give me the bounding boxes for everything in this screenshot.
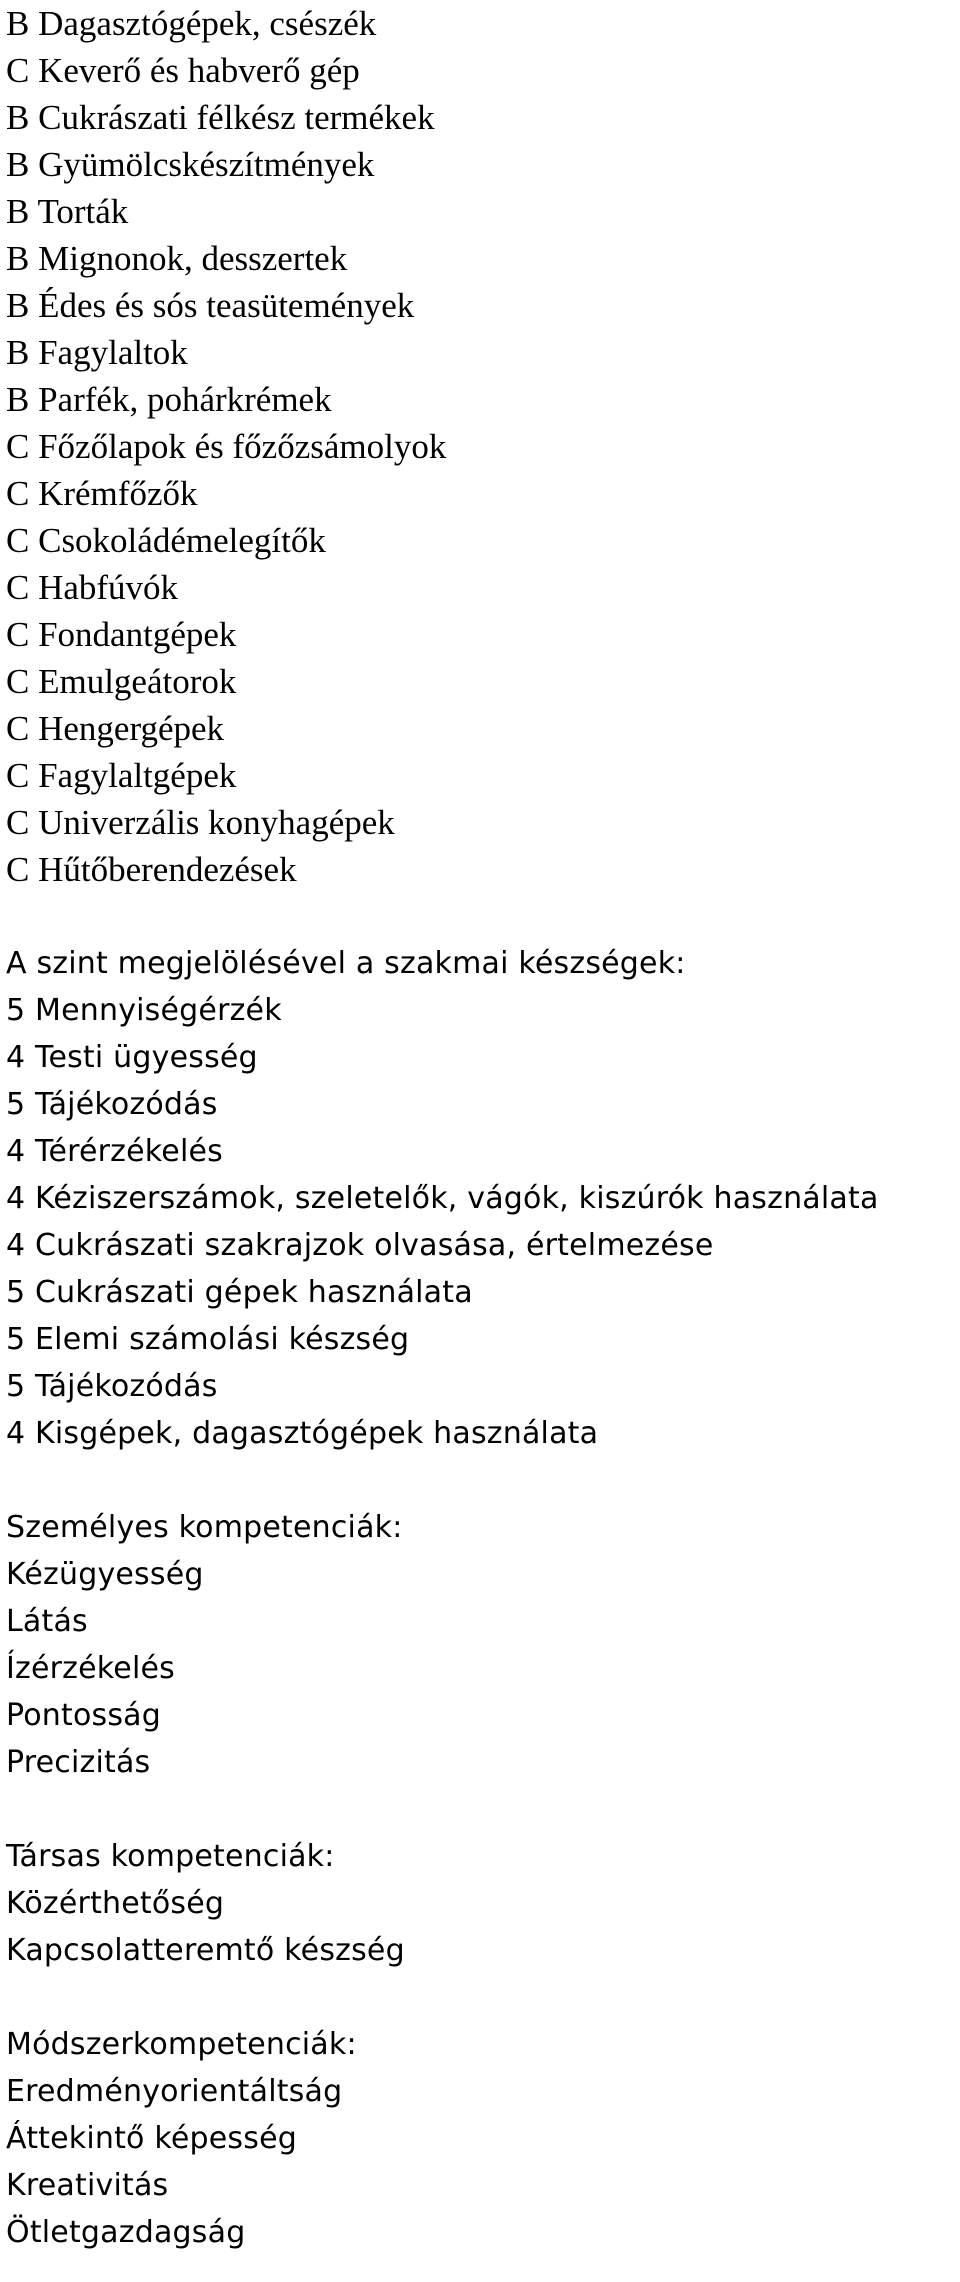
- personal-item: Precizitás: [6, 1745, 151, 1780]
- equipment-item: C Fagylaltgépek: [6, 756, 237, 795]
- equipment-item: C Fondantgépek: [6, 615, 237, 654]
- personal-item: Kézügyesség: [6, 1557, 204, 1592]
- skill-item: 5 Tájékozódás: [6, 1369, 218, 1404]
- skill-item: 5 Cukrászati gépek használata: [6, 1275, 473, 1310]
- social-item: Közérthetőség: [6, 1886, 225, 1921]
- skills-heading: A szint megjelölésével a szakmai készségek:: [6, 946, 686, 981]
- personal-item: Látás: [6, 1604, 88, 1639]
- equipment-item: C Hengergépek: [6, 709, 225, 748]
- skill-item: 4 Kéziszerszámok, szeletelők, vágók, kiszúrók használata: [6, 1181, 879, 1216]
- personal-item: Ízérzékelés: [6, 1651, 175, 1686]
- equipment-item: B Torták: [6, 192, 129, 231]
- equipment-item: C Csokoládémelegítők: [6, 521, 326, 560]
- equipment-item: C Keverő és habverő gép: [6, 51, 360, 90]
- equipment-item: B Édes és sós teasütemények: [6, 286, 415, 325]
- skill-item: 4 Térérzékelés: [6, 1134, 223, 1169]
- equipment-item: B Mignonok, desszertek: [6, 239, 348, 278]
- spacer: [6, 893, 956, 940]
- document-page: [6, 0, 956, 2256]
- spacer: [6, 1974, 956, 2021]
- method-item: Eredményorientáltság: [6, 2074, 343, 2109]
- equipment-list: [6, 0, 956, 893]
- equipment-item: B Gyümölcskészítmények: [6, 145, 375, 184]
- skill-item: 5 Mennyiségérzék: [6, 993, 282, 1028]
- personal-heading: Személyes kompetenciák:: [6, 1510, 403, 1545]
- skill-item: 4 Kisgépek, dagasztógépek használata: [6, 1416, 599, 1451]
- social-item: Kapcsolatteremtő készség: [6, 1933, 405, 1968]
- equipment-item: C Univerzális konyhagépek: [6, 803, 395, 842]
- equipment-item: C Hűtőberendezések: [6, 850, 297, 889]
- equipment-item: B Parfék, pohárkrémek: [6, 380, 332, 419]
- equipment-item: C Emulgeátorok: [6, 662, 237, 701]
- spacer: [6, 1457, 956, 1504]
- equipment-item: C Főzőlapok és főzőzsámolyok: [6, 427, 447, 466]
- method-item: Kreativitás: [6, 2168, 169, 2203]
- equipment-item: B Cukrászati félkész termékek: [6, 98, 435, 137]
- method-item: Áttekintő képesség: [6, 2121, 297, 2156]
- equipment-item: B Fagylaltok: [6, 333, 188, 372]
- social-heading: Társas kompetenciák:: [6, 1839, 335, 1874]
- spacer: [6, 1786, 956, 1833]
- equipment-item: B Dagasztógépek, csészék: [6, 4, 377, 43]
- skill-item: 5 Elemi számolási készség: [6, 1322, 410, 1357]
- skills-section: [6, 940, 956, 2256]
- skill-item: 5 Tájékozódás: [6, 1087, 218, 1122]
- method-item: Ötletgazdagság: [6, 2215, 246, 2250]
- equipment-item: C Krémfőzők: [6, 474, 198, 513]
- method-heading: Módszerkompetenciák:: [6, 2027, 357, 2062]
- equipment-item: C Habfúvók: [6, 568, 179, 607]
- personal-item: Pontosság: [6, 1698, 161, 1733]
- skill-item: 4 Cukrászati szakrajzok olvasása, értelmezése: [6, 1228, 714, 1263]
- skill-item: 4 Testi ügyesség: [6, 1040, 258, 1075]
